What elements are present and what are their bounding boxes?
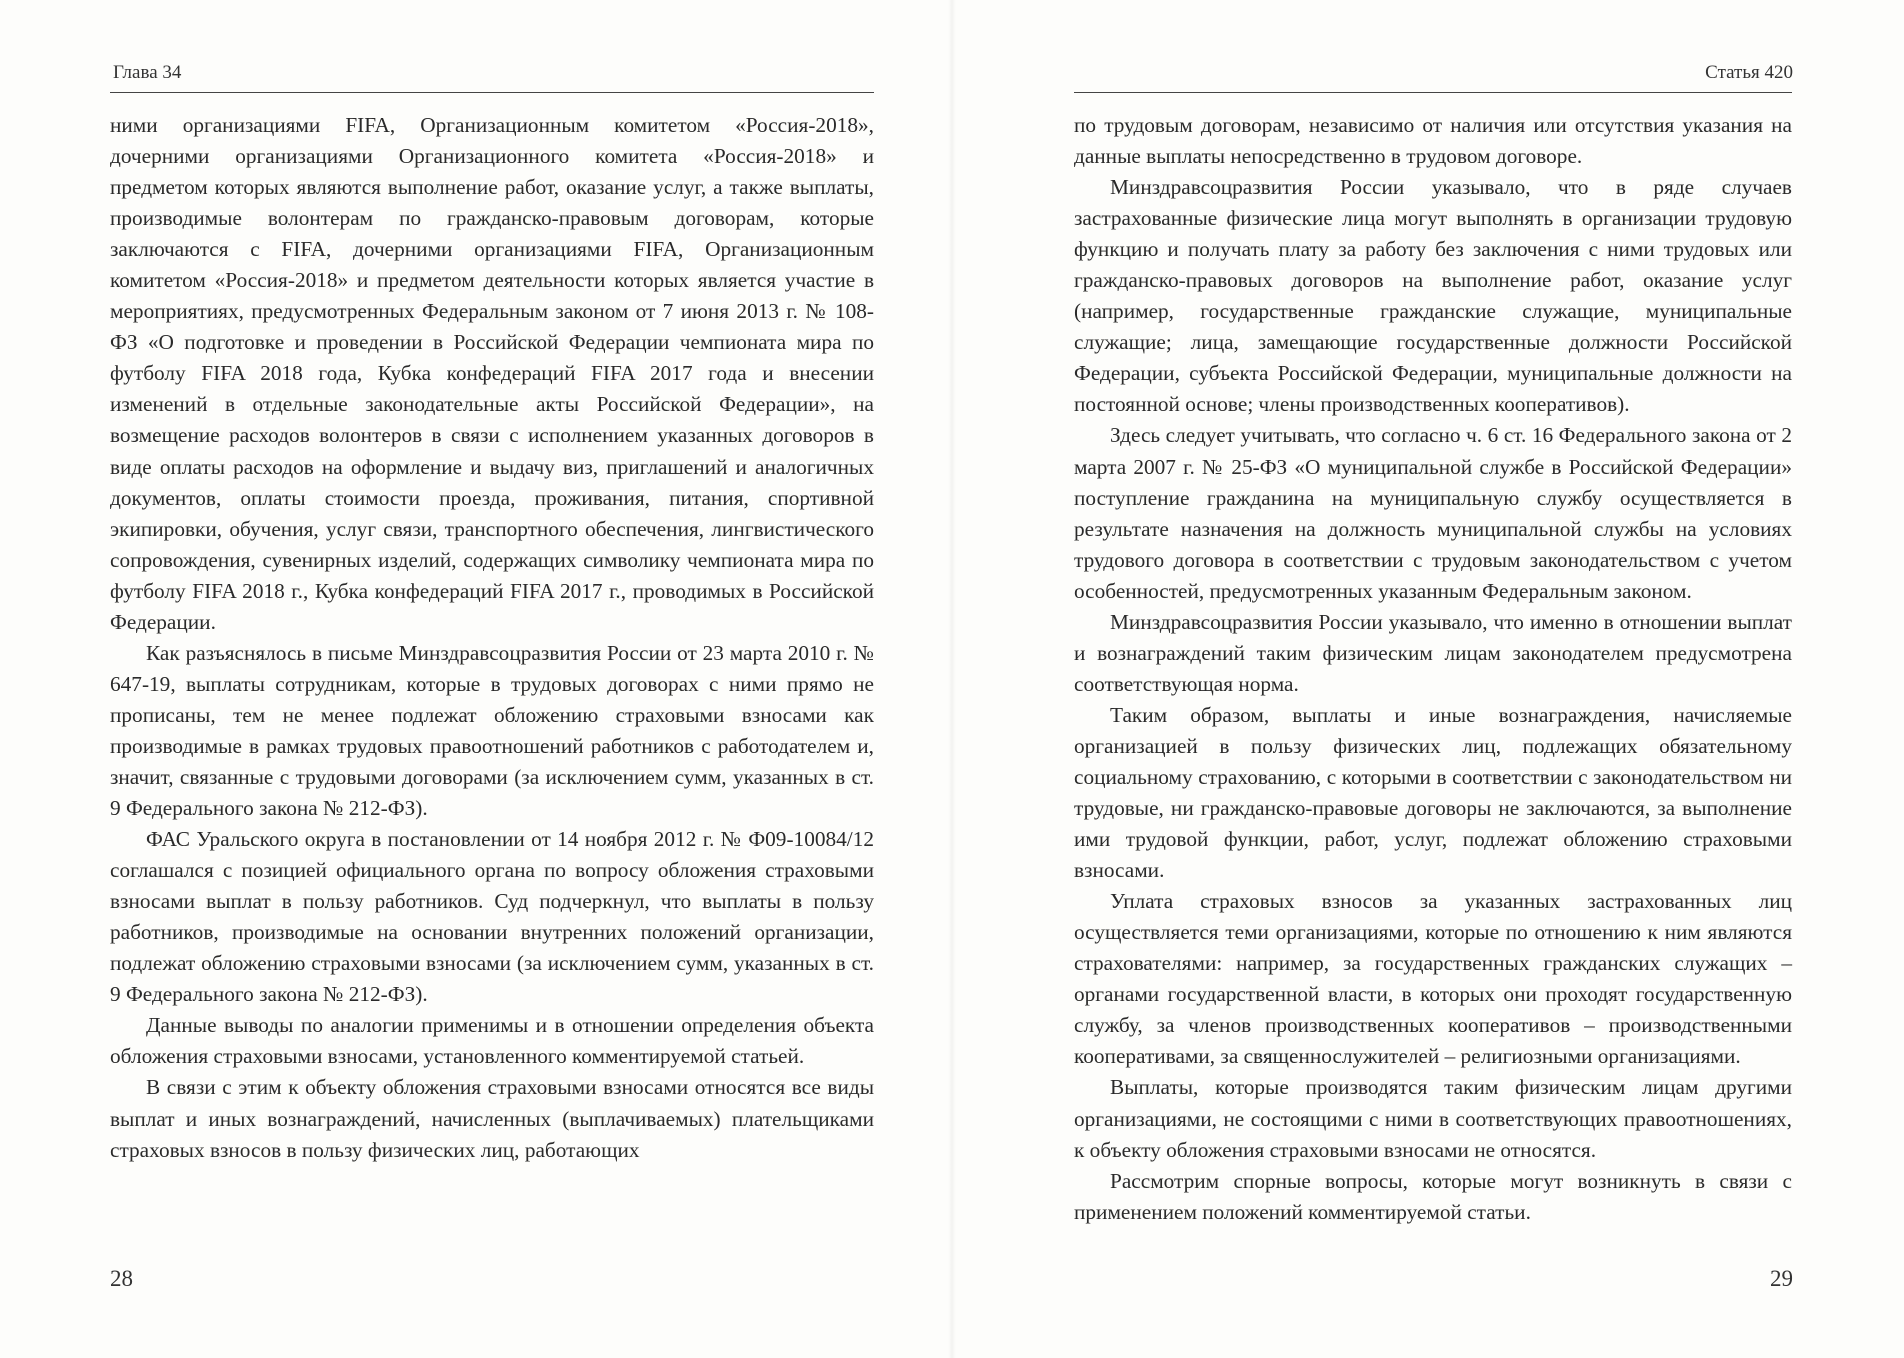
header-rule bbox=[110, 92, 874, 93]
paragraph: ФАС Уральского округа в постановлении от 14 ноября 2012 г. № Ф09-10084/12 соглашался с позицией официального органа по вопросу обложения страховыми взносами выплат в пользу работников. Суд подчеркнул, что выплаты в пользу работников, производимые на основании внутренних положений организации, подлежат обложению страховыми взносами (за исключением сумм, указанных в ст. 9 Федерального закона № 212-ФЗ). bbox=[110, 827, 874, 1007]
paragraph: Выплаты, которые производятся таким физическим лицам другими организациями, не состоящими с ними в соответствующих правоотношениях, к объекту обложения страховыми взносами не относятся. bbox=[1074, 1075, 1792, 1162]
paragraph: Рассмотрим спорные вопросы, которые могут возникнуть в связи с применением положений комментируемой статьи. bbox=[1074, 1168, 1792, 1224]
running-head-article: Статья 420 bbox=[1705, 62, 1793, 83]
paragraph: Минздравсоцразвития России указывало, что в ряде случаев застрахованные физические лица могут выполнять в организации трудовую функцию и получать плату за работу без заключения с ними трудовых или гражданско-правовых договоров на выполнение работ, оказание услуг (например, государственные гражданские служащие, муниципальные служащие; лица, замещающие государственные должности Российской Федерации, субъекта Российской Федерации, муниципальные должности на постоянной основе; члены производственных кооперативов). bbox=[1074, 175, 1792, 417]
paragraph: Минздравсоцразвития России указывало, что именно в отношении выплат и вознаграждений таким физическим лицам законодателем предусмотрена соответствующая норма. bbox=[1074, 609, 1792, 696]
paragraph: по трудовым договорам, независимо от наличия или отсутствия указания на данные выплаты непосредственно в трудовом договоре. bbox=[1074, 113, 1792, 169]
right-page bbox=[952, 0, 1904, 1358]
paragraph: Уплата страховых взносов за указанных застрахованных лиц осуществляется теми организациями, которые по отношению к ним являются страхователями: например, за государственных гражданских служащих – органами государственной власти, в которых они проходят государственную службу, за членов производственных кооперативов – производственными кооперативами, за священнослужителей – религиозными организациями. bbox=[1074, 889, 1792, 1069]
paragraph: Таким образом, выплаты и иные вознаграждения, начисляемые организацией в пользу физических лиц, подлежащих обязательному социальному страхованию, с которыми в соответствии с законодательством ни трудовые, ни гражданско-правовые договоры не заключаются, за выполнение ими трудовой функции, работ, услуг, подлежат обложению страховыми взносами. bbox=[1074, 702, 1792, 883]
left-body-text bbox=[110, 110, 874, 1166]
page-number-left: 28 bbox=[110, 1266, 133, 1291]
header-rule bbox=[1074, 92, 1792, 93]
paragraph: Как разъяснялось в письме Минздравсоцразвития России от 23 марта 2010 г. № 647-19, выплаты сотрудникам, которые в трудовых договорах с ними прямо не прописаны, тем не менее подлежат обложению страховыми взносами как производимые в рамках трудовых правоотношений работников с работодателем и, значит, связанные с трудовыми договорами (за исключением сумм, указанных в ст. 9 Федерального закона № 212-ФЗ). bbox=[110, 640, 874, 821]
running-head-chapter: Глава 34 bbox=[113, 62, 182, 83]
paragraph: В связи с этим к объекту обложения страховыми взносами относятся все виды выплат и иных вознаграждений, начисленных (выплачиваемых) плательщиками страховых взносов в пользу физических лиц, работающих bbox=[110, 1075, 874, 1162]
paragraph: Здесь следует учитывать, что согласно ч. 6 ст. 16 Федерального закона от 2 марта 2007 г. № 25-ФЗ «О муниципальной службе в Российской Федерации» поступление гражданина на муниципальную службу осуществляется в результате назначения на должность муниципальной службы на условиях трудового договора в соответствии с трудовым законодательством с учетом особенностей, предусмотренных указанным Федеральным законом. bbox=[1074, 423, 1792, 603]
paragraph: ними организациями FIFA, Организационным комитетом «Россия-2018», дочерними организациями Организационного комитета «Россия-2018» и предметом которых являются выполнение работ, оказание услуг, а также выплаты, производимые волонтерам по гражданско-правовым договорам, которые заключаются с FIFA, дочерними организациями FIFA, Организационным комитетом «Россия-2018» и предметом деятельности которых является участие в мероприятиях, предусмотренных Федеральным законом от 7 июня 2013 г. № 108-ФЗ «О подготовке и проведении в Российской Федерации чемпионата мира по футболу FIFA 2018 года, Кубка конфедераций FIFA 2017 года и внесении изменений в отдельные законодательные акты Российской Федерации», на возмещение расходов волонтеров в связи с исполнением указанных договоров в виде оплаты расходов на оформление и выдачу виз, приглашений и аналогичных документов, оплаты стоимости проезда, проживания, питания, спортивной экипировки, обучения, услуг связи, транспортного обеспечения, лингвистического сопровождения, сувенирных изделий, содержащих символику чемпионата мира по футболу FIFA 2018 г., Кубка конфедераций FIFA 2017 г., проводимых в Российской Федерации. bbox=[110, 113, 874, 634]
right-body-text bbox=[1074, 110, 1792, 1228]
page-number-right: 29 bbox=[1770, 1266, 1793, 1291]
paragraph: Данные выводы по аналогии применимы и в отношении определения объекта обложения страховыми взносами, установленного комментируемой статьей. bbox=[110, 1013, 874, 1069]
